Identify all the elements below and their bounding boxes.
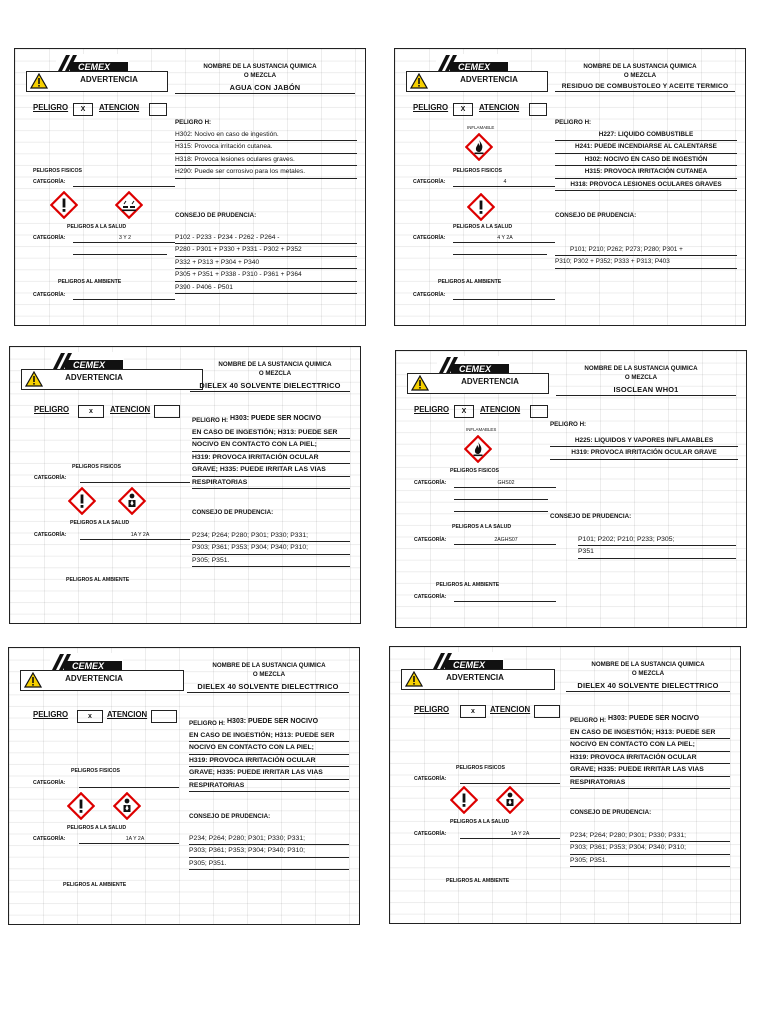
h-statement-line: GRAVE; H335: PUEDE IRRITAR LAS VIAS xyxy=(192,464,350,476)
atencion-mark xyxy=(530,405,548,418)
h-statements xyxy=(570,727,730,789)
h-statements xyxy=(192,427,350,489)
atencion-mark xyxy=(151,710,177,723)
peligro-label: PELIGRO xyxy=(33,710,69,719)
categoria-fisicos-value: 4 xyxy=(503,179,507,185)
substance-name-subtitle: O MEZCLA xyxy=(623,72,657,79)
substance-name-value: DIELEX 40 SOLVENTE DIELECTTRICO xyxy=(190,381,350,392)
categoria-line xyxy=(453,186,555,187)
substance-name-title: NOMBRE DE LA SUSTANCIA QUIMICA xyxy=(203,63,317,70)
categoria-label: CATEGORÍA: xyxy=(34,475,67,481)
categoria-salud-value: 1A Y 2A xyxy=(130,532,150,538)
peligros-fisicos-label: PELIGROS FISICOS xyxy=(33,168,83,174)
exclamation-pictogram-icon xyxy=(68,487,96,515)
substance-name-title: NOMBRE DE LA SUSTANCIA QUIMICA xyxy=(218,361,332,368)
atencion-label: ATENCION xyxy=(490,705,531,714)
advertencia-box xyxy=(401,669,555,690)
p-statement-line: P303; P361; P353; P304; P340; P310; xyxy=(189,845,349,857)
h-statement-line: H319: PROVOCA IRRITACIÓN OCULAR xyxy=(189,755,349,767)
categoria-label: CATEGORÍA: xyxy=(33,179,66,185)
advertencia-box xyxy=(406,71,548,92)
p-statements xyxy=(570,830,730,867)
atencion-label: ATENCION xyxy=(480,405,521,414)
consejo-label: CONSEJO DE PRUDENCIA: xyxy=(189,813,271,820)
peligro-mark: X xyxy=(454,405,474,418)
categoria-salud-value: 4 Y 2A xyxy=(497,235,513,241)
h-statement-line: H225: LIQUIDOS Y VAPORES INFLAMABLES xyxy=(550,435,738,447)
h-statement-line: GRAVE; H335: PUEDE IRRITAR LAS VIAS xyxy=(189,767,349,779)
warning-triangle-icon xyxy=(410,73,428,89)
peligro-mark: x xyxy=(460,705,486,718)
peligro-h-label: PELIGRO H: xyxy=(550,421,587,428)
substance-name-subtitle: O MEZCLA xyxy=(252,671,286,678)
peligros-ambiente-label: PELIGROS AL AMBIENTE xyxy=(58,279,122,285)
categoria-salud-row xyxy=(396,535,556,545)
h-statement-line: EN CASO DE INGESTIÓN; H313: PUEDE SER xyxy=(189,730,349,742)
categoria-label: CATEGORÍA: xyxy=(414,776,447,782)
categoria-salud-value: 1A Y 2A xyxy=(510,831,530,837)
categoria-ambiente-row xyxy=(396,592,556,602)
p-statements xyxy=(578,534,736,559)
h-statement-line: H319: PROVOCA IRRITACIÓN OCULAR xyxy=(570,752,730,764)
cemex-logo xyxy=(431,652,504,670)
substance-name-title: NOMBRE DE LA SUSTANCIA QUIMICA xyxy=(591,661,705,668)
categoria-line xyxy=(454,487,556,488)
categoria-fisicos-row xyxy=(15,177,175,187)
warning-triangle-icon xyxy=(411,375,429,391)
categoria-salud-row xyxy=(395,233,555,243)
categoria-label: CATEGORÍA: xyxy=(413,179,446,185)
p-statement-line: P303; P361; P353; P304; P340; P310; xyxy=(192,542,350,554)
cemex-logo xyxy=(50,653,123,671)
categoria-label: CATEGORÍA: xyxy=(414,594,447,600)
categoria-label: CATEGORÍA: xyxy=(414,537,447,543)
peligros-fisicos-label: PELIGROS FISICOS xyxy=(72,464,122,470)
h-statement-line: H318: Provoca lesiones oculares graves. xyxy=(175,154,357,166)
inflamables-caption: INFLAMABLES xyxy=(466,427,497,432)
peligros-salud-label: PELIGROS A LA SALUD xyxy=(70,520,130,526)
h-statement-line: H319: PROVOCA IRRITACIÓN OCULAR xyxy=(192,452,350,464)
categoria-fisicos-row xyxy=(9,778,179,788)
p-statement-line: P234; P264; P280; P301; P330; P331; xyxy=(189,833,349,845)
h-statements xyxy=(555,129,737,191)
categoria-label: CATEGORÍA: xyxy=(413,292,446,298)
flame-pictogram-icon xyxy=(465,133,493,161)
corrosion-pictogram-icon xyxy=(115,191,143,219)
atencion-mark xyxy=(529,103,547,116)
h-first-line: H303: PUEDE SER NOCIVO xyxy=(230,415,322,422)
advertencia-label: ADVERTENCIA xyxy=(460,75,518,84)
h-first-line: H303: PUEDE SER NOCIVO xyxy=(227,718,319,725)
categoria-fisicos-value: GHS02 xyxy=(497,480,515,486)
consejo-label: CONSEJO DE PRUDENCIA: xyxy=(570,809,652,816)
peligro-h-label: PELIGRO H: xyxy=(189,720,226,727)
categoria-line xyxy=(79,843,179,844)
atencion-label: ATENCION xyxy=(479,103,520,112)
categoria-salud-value: 3 Y 2 xyxy=(119,235,131,241)
peligros-salud-label: PELIGROS A LA SALUD xyxy=(67,825,127,831)
advertencia-label: ADVERTENCIA xyxy=(65,674,123,683)
h-statement-line: EN CASO DE INGESTIÓN; H313: PUEDE SER xyxy=(570,727,730,739)
p-statement-line: P303; P361; P353; P304; P340; P310; xyxy=(570,842,730,854)
exclamation-pictogram-icon xyxy=(467,193,495,221)
advertencia-box xyxy=(26,71,168,92)
categoria-line xyxy=(453,242,555,243)
h-statement-line: H315: Provoca irritación cutanea. xyxy=(175,141,357,153)
categoria-salud-value: 1A Y 2A xyxy=(125,836,145,842)
consejo-label: CONSEJO DE PRUDENCIA: xyxy=(175,212,257,219)
categoria-line xyxy=(73,299,175,300)
h-statement-line: RESPIRATORIAS xyxy=(192,477,350,489)
peligros-fisicos-label: PELIGROS FISICOS xyxy=(71,768,121,774)
health-hazard-pictogram-icon xyxy=(496,786,524,814)
exclamation-pictogram-icon xyxy=(67,792,95,820)
advertencia-label: ADVERTENCIA xyxy=(461,377,519,386)
advertencia-box xyxy=(407,373,549,394)
h-statement-line: H319: PROVOCA IRRITACIÓN OCULAR GRAVE xyxy=(550,447,738,459)
label-card-5 xyxy=(8,647,360,925)
advertencia-label: ADVERTENCIA xyxy=(446,673,504,682)
peligro-h-label: PELIGRO H: xyxy=(555,119,592,126)
warning-triangle-icon xyxy=(30,73,48,89)
peligros-ambiente-label: PELIGROS AL AMBIENTE xyxy=(446,878,510,884)
peligros-salud-label: PELIGROS A LA SALUD xyxy=(67,224,127,230)
h-statement-line: RESPIRATORIAS xyxy=(570,777,730,789)
p-statement-line: P280 - P301 + P330 + P331 - P302 + P352 xyxy=(175,244,357,256)
peligros-salud-label: PELIGROS A LA SALUD xyxy=(450,819,510,825)
peligros-ambiente-label: PELIGROS AL AMBIENTE xyxy=(63,882,127,888)
categoria-line xyxy=(73,242,175,243)
advertencia-box xyxy=(21,369,203,390)
consejo-label: CONSEJO DE PRUDENCIA: xyxy=(550,513,632,520)
substance-name-value: ISOCLEAN WHO1 xyxy=(556,385,736,396)
p-statements xyxy=(189,833,349,870)
categoria-salud-row xyxy=(390,829,560,839)
peligros-fisicos-label: PELIGROS FISICOS xyxy=(456,765,506,771)
categoria-salud-row xyxy=(9,834,179,844)
categoria-line xyxy=(73,186,175,187)
substance-name-title: NOMBRE DE LA SUSTANCIA QUIMICA xyxy=(584,365,698,372)
atencion-mark xyxy=(154,405,180,418)
blank-line xyxy=(454,511,548,512)
peligros-ambiente-label: PELIGROS AL AMBIENTE xyxy=(66,577,130,583)
categoria-label: CATEGORÍA: xyxy=(33,780,66,786)
peligro-label: PELIGRO xyxy=(33,103,69,112)
p-statement-line: P234; P264; P280; P301; P330; P331; xyxy=(570,830,730,842)
h-statement-line: H318: PROVOCA LESIONES OCULARES GRAVES xyxy=(555,179,737,191)
substance-name-subtitle: O MEZCLA xyxy=(631,670,665,677)
categoria-line xyxy=(453,299,555,300)
h-statement-line: H315: PROVOCA IRRITACIÓN CUTANEA xyxy=(555,166,737,178)
peligro-mark: x xyxy=(78,405,104,418)
categoria-fisicos-row xyxy=(396,478,556,488)
p-statement-line: P305; P351. xyxy=(570,855,730,867)
p-statement-line: P101; P210; P262; P273; P280; P301 + xyxy=(555,244,737,256)
h-statement-line: RESPIRATORIAS xyxy=(189,780,349,792)
blank-line xyxy=(454,499,548,500)
categoria-salud-value: 2AGHS07 xyxy=(494,537,518,543)
peligro-h-label: PELIGRO H: xyxy=(175,119,212,126)
flame-pictogram-icon xyxy=(464,435,492,463)
categoria-label: CATEGORÍA: xyxy=(414,480,447,486)
peligro-label: PELIGRO xyxy=(413,103,449,112)
cemex-logo xyxy=(56,54,129,72)
cemex-logo xyxy=(437,356,510,374)
h-first-line: H303: PUEDE SER NOCIVO xyxy=(608,715,700,722)
atencion-mark xyxy=(149,103,167,116)
peligros-salud-label: PELIGROS A LA SALUD xyxy=(453,224,513,230)
categoria-label: CATEGORÍA: xyxy=(34,532,67,538)
atencion-mark xyxy=(534,705,560,718)
blank-line xyxy=(73,254,167,255)
peligro-label: PELIGRO xyxy=(414,705,450,714)
p-statement-line: P305 + P351 + P338 - P310 - P361 + P364 xyxy=(175,269,357,281)
label-card-6 xyxy=(389,646,741,924)
categoria-line xyxy=(460,838,560,839)
substance-name-value: AGUA CON JABÓN xyxy=(175,83,355,94)
p-statement-line: P102 - P233 - P234 - P262 - P264 - xyxy=(175,232,357,244)
h-statement-line: NOCIVO EN CONTACTO CON LA PIEL; xyxy=(192,439,350,451)
exclamation-pictogram-icon xyxy=(50,191,78,219)
categoria-label: CATEGORÍA: xyxy=(33,292,66,298)
p-statement-line: P390 - P406 - P501 xyxy=(175,282,357,294)
atencion-label: ATENCION xyxy=(107,710,148,719)
peligro-mark: X xyxy=(73,103,93,116)
substance-name-subtitle: O MEZCLA xyxy=(624,374,658,381)
categoria-label: CATEGORÍA: xyxy=(414,831,447,837)
blank-line xyxy=(453,254,547,255)
categoria-fisicos-row xyxy=(395,177,555,187)
h-statement-line: H241: PUEDE INCENDIARSE AL CALENTARSE xyxy=(555,141,737,153)
p-statement-line: P101; P202; P210; P233; P305; xyxy=(578,534,736,546)
substance-name-value: RESIDUO DE COMBUSTOLEO Y ACEITE TERMICO xyxy=(555,83,735,92)
warning-triangle-icon xyxy=(405,671,423,687)
p-statement-line: P310; P302 + P352; P333 + P313; P403 xyxy=(555,256,737,268)
h-statement-line: H302: Nocivo en caso de ingestión. xyxy=(175,129,357,141)
categoria-line xyxy=(454,601,556,602)
peligro-mark: x xyxy=(77,710,103,723)
p-statement-line: P351 xyxy=(578,546,736,558)
warning-triangle-icon xyxy=(25,371,43,387)
p-statement-line: P305; P351. xyxy=(189,858,349,870)
h-statement-line: NOCIVO EN CONTACTO CON LA PIEL; xyxy=(189,742,349,754)
h-statements xyxy=(189,730,349,792)
p-statements xyxy=(555,244,737,269)
p-statement-line: P234; P264; P280; P301; P330; P331; xyxy=(192,530,350,542)
peligros-fisicos-label: PELIGROS FISICOS xyxy=(453,168,503,174)
p-statement-line: P332 + P313 + P304 + P340 xyxy=(175,257,357,269)
p-statements xyxy=(192,530,350,567)
label-card-1 xyxy=(14,48,366,326)
warning-triangle-icon xyxy=(24,672,42,688)
health-hazard-pictogram-icon xyxy=(118,487,146,515)
categoria-fisicos-row xyxy=(10,473,190,483)
peligros-ambiente-label: PELIGROS AL AMBIENTE xyxy=(438,279,502,285)
substance-name-value: DIELEX 40 SOLVENTE DIELECTTRICO xyxy=(187,682,349,693)
categoria-fisicos-row xyxy=(390,774,560,784)
substance-name-value: DIELEX 40 SOLVENTE DIELECTTRICO xyxy=(566,681,730,692)
peligro-label: PELIGRO xyxy=(414,405,450,414)
categoria-line xyxy=(460,783,560,784)
categoria-label: CATEGORÍA: xyxy=(33,235,66,241)
categoria-salud-row xyxy=(10,530,190,540)
h-statement-line: NOCIVO EN CONTACTO CON LA PIEL; xyxy=(570,739,730,751)
categoria-line xyxy=(454,544,556,545)
p-statements xyxy=(175,232,357,294)
h-statement-line: GRAVE; H335: PUEDE IRRITAR LAS VIAS xyxy=(570,764,730,776)
advertencia-box xyxy=(20,670,184,691)
label-card-2 xyxy=(394,48,746,326)
advertencia-label: ADVERTENCIA xyxy=(80,75,138,84)
peligro-h-label: PELIGRO H: xyxy=(192,417,229,424)
peligros-salud-label: PELIGROS A LA SALUD xyxy=(452,524,512,530)
p-statement-line: P305; P351. xyxy=(192,555,350,567)
h-statement-line: H227: LIQUIDO COMBUSTIBLE xyxy=(555,129,737,141)
atencion-label: ATENCION xyxy=(110,405,151,414)
categoria-line xyxy=(80,482,190,483)
peligro-label: PELIGRO xyxy=(34,405,70,414)
inflamable-caption: INFLAMABLE xyxy=(467,125,495,130)
categoria-label: CATEGORÍA: xyxy=(33,836,66,842)
h-statement-line: H302: NOCIVO EN CASO DE INGESTIÓN xyxy=(555,154,737,166)
peligro-h-label: PELIGRO H: xyxy=(570,717,607,724)
h-statement-line: H290: Puede ser corrosivo para los metales. xyxy=(175,166,357,178)
consejo-label: CONSEJO DE PRUDENCIA: xyxy=(192,509,274,516)
substance-name-subtitle: O MEZCLA xyxy=(243,72,277,79)
substance-name-title: NOMBRE DE LA SUSTANCIA QUIMICA xyxy=(212,662,326,669)
peligro-mark: X xyxy=(453,103,473,116)
label-card-4 xyxy=(395,350,747,628)
cemex-logo xyxy=(51,352,124,370)
substance-name-subtitle: O MEZCLA xyxy=(258,370,292,377)
categoria-line xyxy=(79,787,179,788)
atencion-label: ATENCION xyxy=(99,103,140,112)
exclamation-pictogram-icon xyxy=(450,786,478,814)
h-statements xyxy=(550,435,738,460)
health-hazard-pictogram-icon xyxy=(113,792,141,820)
cemex-logo xyxy=(436,54,509,72)
categoria-salud-row xyxy=(15,233,175,243)
categoria-label: CATEGORÍA: xyxy=(413,235,446,241)
peligros-ambiente-label: PELIGROS AL AMBIENTE xyxy=(436,582,500,588)
consejo-label: CONSEJO DE PRUDENCIA: xyxy=(555,212,637,219)
peligros-fisicos-label: PELIGROS FISICOS xyxy=(450,468,500,474)
h-statements xyxy=(175,129,357,179)
categoria-ambiente-row xyxy=(15,290,175,300)
label-card-3 xyxy=(9,346,361,624)
categoria-ambiente-row xyxy=(395,290,555,300)
categoria-line xyxy=(80,539,190,540)
advertencia-label: ADVERTENCIA xyxy=(65,373,123,382)
substance-name-title: NOMBRE DE LA SUSTANCIA QUIMICA xyxy=(583,63,697,70)
h-statement-line: EN CASO DE INGESTIÓN; H313: PUEDE SER xyxy=(192,427,350,439)
